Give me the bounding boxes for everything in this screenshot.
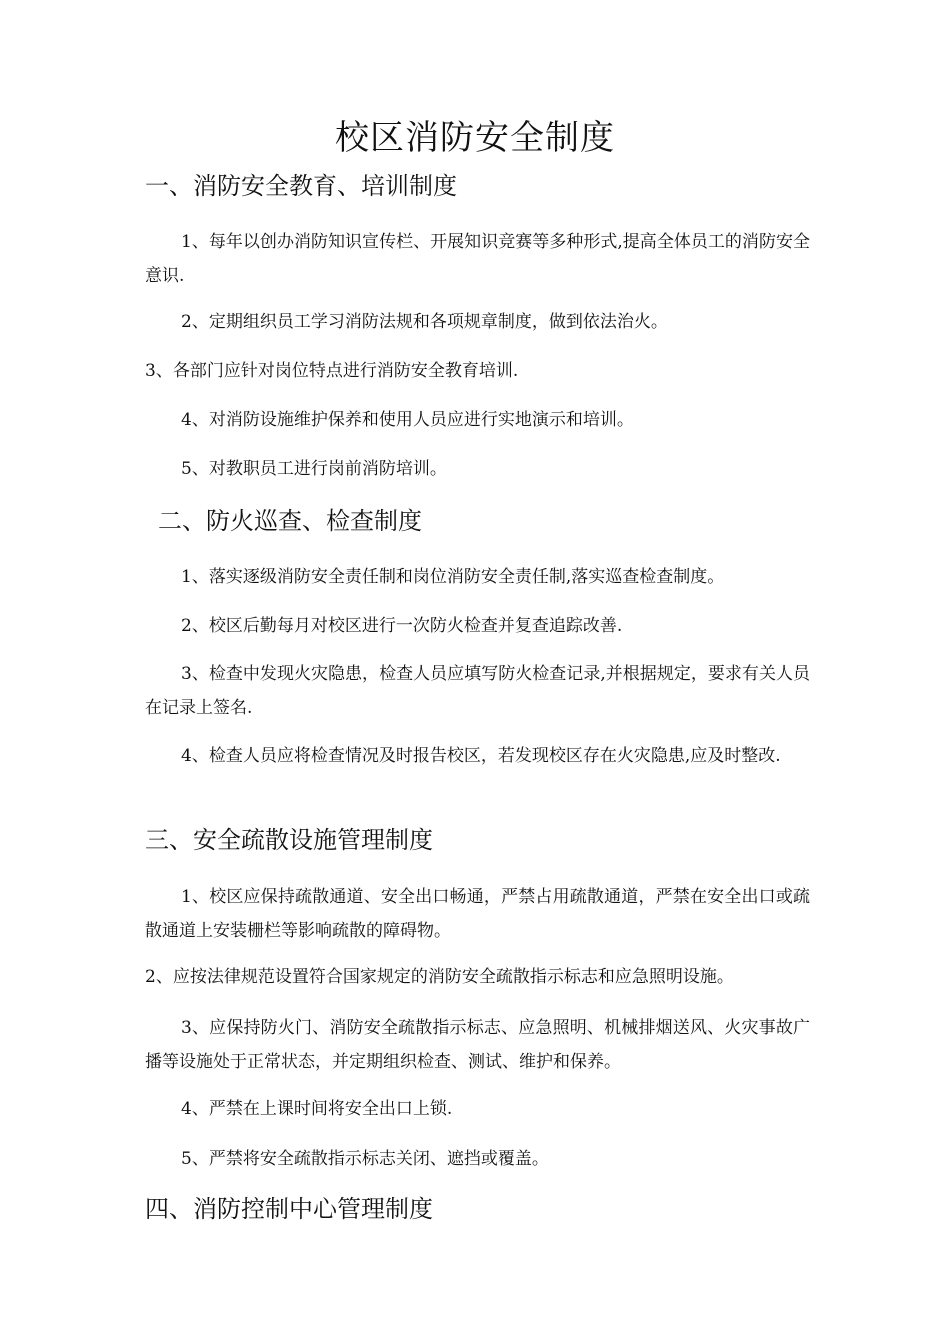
section-2-item-1: 1、落实逐级消防安全责任制和岗位消防安全责任制,落实巡查检查制度。 xyxy=(181,567,725,587)
section-3-item-1: 1、校区应保持疏散通道、安全出口畅通，严禁占用疏散通道，严禁在安全出口或疏散通道上安装栅栏等影响疏散的障碍物。 xyxy=(145,887,810,941)
section-3-item-2: 2、应按法律规范设置符合国家规定的消防安全疏散指示标志和应急照明设施。 xyxy=(145,967,734,987)
section-1-item-5: 5、对教职员工进行岗前消防培训。 xyxy=(181,459,447,479)
section-heading-3: 三、安全疏散设施管理制度 xyxy=(145,826,433,854)
section-2-item-3: 3、检查中发现火灾隐患，检查人员应填写防火检查记录,并根据规定，要求有关人员在记录上签名. xyxy=(145,664,810,718)
document-title: 校区消防安全制度 xyxy=(335,118,615,158)
section-3-item-3: 3、应保持防火门、消防安全疏散指示标志、应急照明、机械排烟送风、火灾事故广播等设施处于正常状态，并定期组织检查、测试、维护和保养。 xyxy=(145,1018,810,1072)
section-1-item-3: 3、各部门应针对岗位特点进行消防安全教育培训. xyxy=(145,361,519,381)
section-heading-4: 四、消防控制中心管理制度 xyxy=(145,1195,433,1223)
section-2-item-2: 2、校区后勤每月对校区进行一次防火检查并复查追踪改善. xyxy=(181,616,623,636)
section-2-item-4: 4、检查人员应将检查情况及时报告校区，若发现校区存在火灾隐患,应及时整改. xyxy=(181,746,781,766)
section-1-item-2: 2、定期组织员工学习消防法规和各项规章制度，做到依法治火。 xyxy=(181,312,668,332)
section-1-item-4: 4、对消防设施维护保养和使用人员应进行实地演示和培训。 xyxy=(181,410,634,430)
section-1-item-1: 1、每年以创办消防知识宣传栏、开展知识竞赛等多种形式,提高全体员工的消防安全意识. xyxy=(145,232,810,286)
section-heading-2: 二、防火巡查、检查制度 xyxy=(158,507,422,535)
section-heading-1: 一、消防安全教育、培训制度 xyxy=(145,172,457,200)
section-3-item-4: 4、严禁在上课时间将安全出口上锁. xyxy=(181,1099,453,1119)
section-3-item-5: 5、严禁将安全疏散指示标志关闭、遮挡或覆盖。 xyxy=(181,1149,549,1169)
